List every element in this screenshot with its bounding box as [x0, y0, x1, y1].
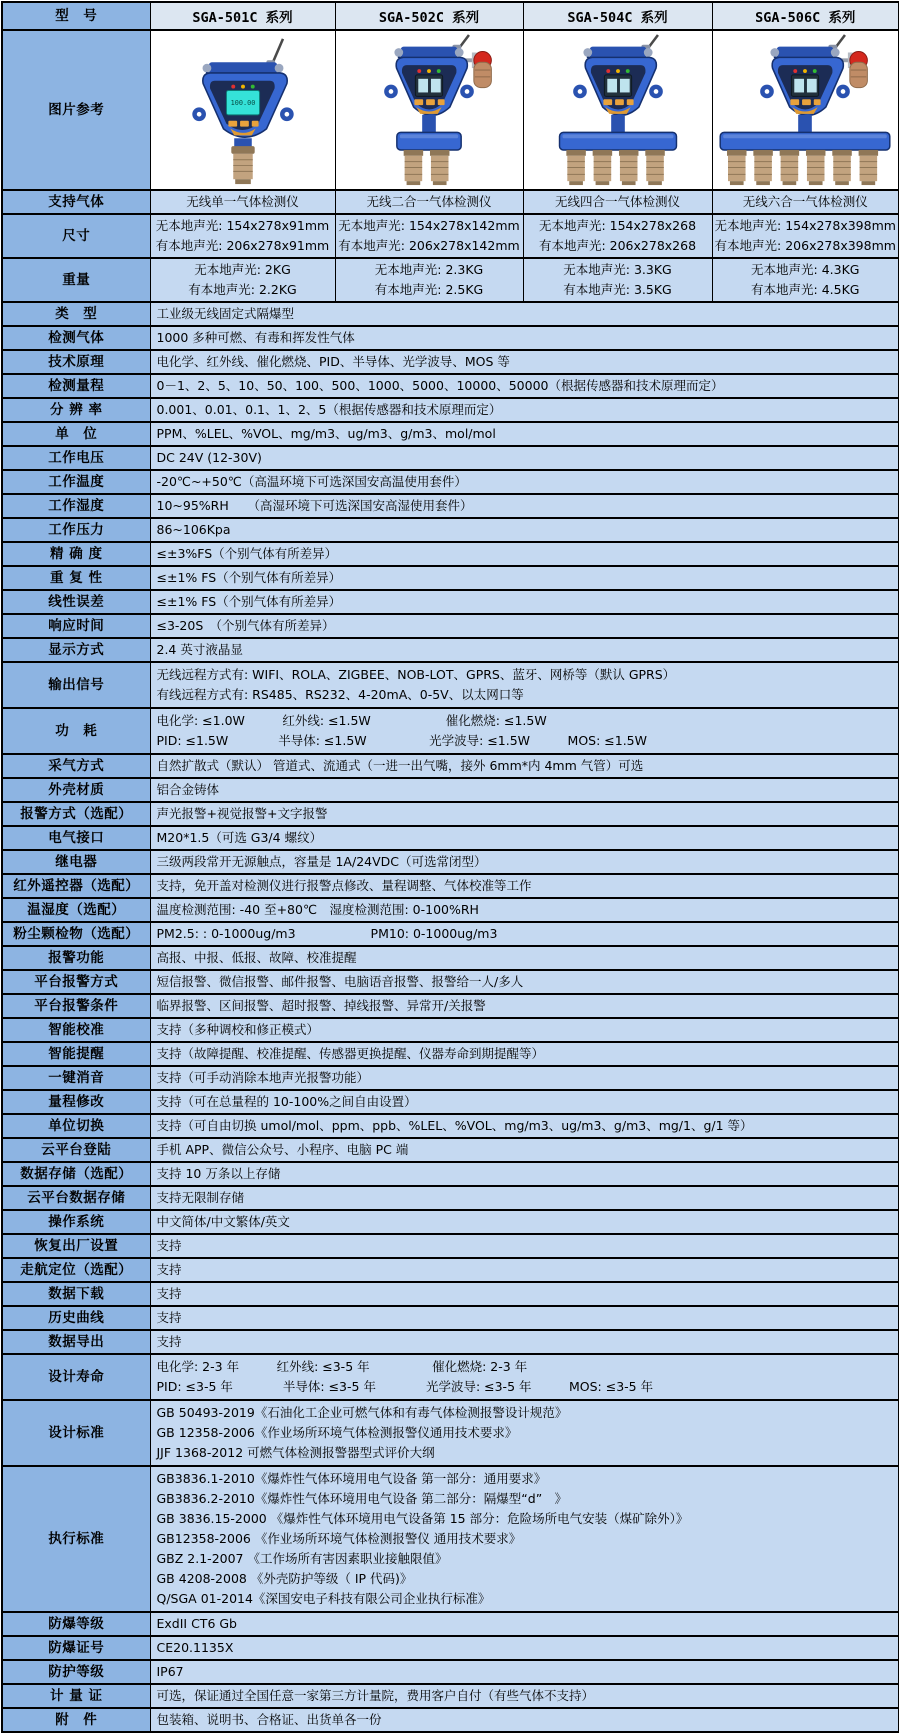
gas-sensor-probe	[404, 150, 423, 185]
value-line: 短信报警、微信报警、邮件报警、电脑语音报警、报警给一人/多人	[156, 974, 524, 989]
value-line: 有本地声光: 3.5KG	[563, 282, 672, 297]
row-label: 粉尘颗检物（选配）	[2, 922, 150, 946]
spec-row	[2, 1330, 899, 1354]
row-label: 云平台数据存储	[2, 1186, 150, 1210]
value-line: PPM、%LEL、%VOL、mg/m3、ug/m3、g/m3、mol/mol	[156, 426, 496, 441]
detector-head	[384, 47, 474, 116]
value-line: ≤±3%FS（个别气体有所差异）	[156, 546, 338, 561]
row-label: 智能校准	[2, 1018, 150, 1042]
gas-sensor-probe	[833, 150, 852, 185]
spec-row	[2, 326, 899, 350]
value-line: 无本地声光: 3.3KG	[563, 262, 672, 277]
spec-row	[2, 614, 899, 638]
spec-row	[2, 754, 899, 778]
value-line: 有本地声光: 2.5KG	[374, 282, 484, 297]
value-line: 声光报警+视觉报警+文字报警	[156, 806, 328, 821]
value-line: 无本地声光: 2.3KG	[374, 262, 484, 277]
spec-row	[2, 1282, 899, 1306]
svg-text:100.00: 100.00	[230, 99, 255, 108]
value-line: 支持	[156, 1334, 182, 1349]
row-label: 分 辨 率	[2, 398, 150, 422]
compare-value-cell	[335, 214, 523, 258]
row-label: 计 量 证	[2, 1684, 150, 1708]
compare-value-cell	[712, 258, 899, 302]
spec-value-cell	[150, 922, 899, 946]
spec-value-cell	[150, 590, 899, 614]
compare-value-cell	[712, 214, 899, 258]
spec-value-cell	[150, 802, 899, 826]
spec-value-cell	[150, 1612, 899, 1636]
value-line: 温度检测范围: -40 至+80℃ 湿度检测范围: 0-100%RH	[156, 902, 479, 917]
model-name-sga504c: SGA-504C 系列	[523, 2, 712, 30]
value-line: 可选，保证通过全国任意一家第三方计量院，费用客户自付（有些气体不支持）	[156, 1688, 595, 1703]
value-line: 支持	[156, 1238, 182, 1253]
spec-row	[2, 778, 899, 802]
row-label: 线性误差	[2, 590, 150, 614]
row-label: 显示方式	[2, 638, 150, 662]
row-label: 检测量程	[2, 374, 150, 398]
row-label: 输出信号	[2, 662, 150, 708]
row-label: 工作温度	[2, 470, 150, 494]
value-line: 10~95%RH （高湿环境下可选深国安高湿使用套件）	[156, 498, 473, 513]
spec-row	[2, 1708, 899, 1732]
value-line: 有本地声光: 2.2KG	[188, 282, 297, 297]
spec-value-cell	[150, 826, 899, 850]
value-line: ≤±1% FS（个别气体有所差异）	[156, 594, 342, 609]
value-line: 无线远程方式有: WIFI、ROLA、ZIGBEE、NOB-LOT、GPRS、蓝牙、网桥等（默认 GPRS）	[156, 667, 676, 682]
row-label: 历史曲线	[2, 1306, 150, 1330]
row-label: 设计寿命	[2, 1354, 150, 1400]
value-line: 有本地声光: 206x278x142mm	[338, 238, 520, 253]
value-line: 手机 APP、微信公众号、小程序、电脑 PC 端	[156, 1142, 409, 1157]
row-label: 支持气体	[2, 190, 150, 214]
spec-value-cell	[150, 946, 899, 970]
product-image-cell-sga502c	[335, 30, 523, 190]
value-line: 中文简体/中文繁体/英文	[156, 1214, 290, 1229]
sensor-manifold	[397, 115, 461, 185]
value-line: 有本地声光: 206x278x268	[538, 238, 697, 253]
value-line: 支持 10 万条以上存储	[156, 1166, 281, 1181]
row-label: 工作湿度	[2, 494, 150, 518]
spec-value-cell	[150, 1306, 899, 1330]
spec-row	[2, 302, 899, 326]
value-line: 有本地声光: 4.5KG	[751, 282, 860, 297]
spec-row	[2, 1400, 899, 1466]
spec-value-cell	[150, 874, 899, 898]
spec-value-cell	[150, 446, 899, 470]
spec-value-cell	[150, 1258, 899, 1282]
value-line: PM2.5: : 0-1000ug/m3 PM10: 0-1000ug/m3	[156, 926, 498, 941]
value-line: PID: ≤1.5W 半导体: ≤1.5W 光学波导: ≤1.5W MOS: ≤1.5W	[156, 733, 647, 748]
value-line: 有线远程方式有: RS485、RS232、4-20mA、0-5V、以太网口等	[156, 687, 524, 702]
value-line: 无线六合一气体检测仪	[742, 194, 868, 209]
value-line: GB 4208-2008 《外壳防护等级（ IP 代码)》	[156, 1571, 413, 1586]
value-line: 无线四合一气体检测仪	[554, 194, 680, 209]
spec-row	[2, 518, 899, 542]
row-label: 防爆等级	[2, 1612, 150, 1636]
model-name-sga501c: SGA-501C 系列	[150, 2, 335, 30]
compare-value-cell	[335, 258, 523, 302]
product-illustration-sga-506c	[714, 33, 896, 187]
spec-row	[2, 1066, 899, 1090]
spec-row	[2, 374, 899, 398]
value-line: 临界报警、区间报警、超时报警、掉线报警、异常开/关报警	[156, 998, 486, 1013]
compare-value-cell	[150, 258, 335, 302]
value-line: 无本地声光: 2KG	[194, 262, 291, 277]
value-line: 电化学、红外线、催化燃烧、PID、半导体、光学波导、MOS 等	[156, 354, 510, 369]
gas-sensor-probe	[592, 150, 611, 185]
spec-value-cell	[150, 970, 899, 994]
spec-value-cell	[150, 1660, 899, 1684]
gas-detector-spec-table	[1, 1, 899, 1733]
spec-row	[2, 1018, 899, 1042]
model-name-sga502c: SGA-502C 系列	[335, 2, 523, 30]
spec-row	[2, 1660, 899, 1684]
spec-value-cell	[150, 778, 899, 802]
spec-value-cell	[150, 1066, 899, 1090]
value-line: 铝合金铸体	[156, 782, 220, 797]
spec-value-cell	[150, 1186, 899, 1210]
value-line: 支持	[156, 1286, 182, 1301]
row-label: 数据导出	[2, 1330, 150, 1354]
spec-row	[2, 850, 899, 874]
spec-value-cell	[150, 542, 899, 566]
row-label: 附 件	[2, 1708, 150, 1732]
value-line: 包装箱、说明书、合格证、出货单各一份	[156, 1712, 382, 1727]
spec-row	[2, 874, 899, 898]
spec-value-cell	[150, 1282, 899, 1306]
value-line: 无线单一气体检测仪	[186, 194, 299, 209]
value-line: GB3836.1-2010《爆炸性气体环境用电气设备 第一部分：通用要求》	[156, 1471, 547, 1486]
compare-value-cell	[712, 190, 899, 214]
value-line: 工业级无线固定式隔爆型	[156, 306, 295, 321]
product-image-cell-sga501c	[150, 30, 335, 190]
spec-row	[2, 398, 899, 422]
row-label: 重 复 性	[2, 566, 150, 590]
spec-row	[2, 826, 899, 850]
spec-value-cell	[150, 1400, 899, 1466]
gas-sensor-probe	[645, 150, 664, 185]
gas-sensor-probe	[727, 150, 746, 185]
row-label: 一键消音	[2, 1066, 150, 1090]
value-line: GB 50493-2019《石油化工企业可燃气体和有毒气体检测报警设计规范》	[156, 1405, 568, 1420]
row-label: 设计标准	[2, 1400, 150, 1466]
product-illustration-sga-502c	[338, 33, 520, 187]
spec-value-cell	[150, 398, 899, 422]
spec-value-cell	[150, 994, 899, 1018]
gas-sensor-probe	[430, 150, 449, 185]
spec-row	[2, 1612, 899, 1636]
spec-value-cell	[150, 1708, 899, 1732]
spec-value-cell	[150, 1354, 899, 1400]
spec-row	[2, 1354, 899, 1400]
spec-row	[2, 970, 899, 994]
value-line: 支持	[156, 1310, 182, 1325]
product-illustration-sga-501c	[152, 33, 334, 187]
row-label: 精 确 度	[2, 542, 150, 566]
spec-value-cell	[150, 422, 899, 446]
spec-value-cell	[150, 1042, 899, 1066]
row-label: 工作电压	[2, 446, 150, 470]
spec-row	[2, 994, 899, 1018]
spec-value-cell	[150, 1090, 899, 1114]
spec-value-cell	[150, 350, 899, 374]
value-line: 1000 多种可燃、有毒和挥发性气体	[156, 330, 355, 345]
gas-sensor-probe	[806, 150, 825, 185]
row-label: 智能提醒	[2, 1042, 150, 1066]
sensor-manifold	[559, 115, 676, 185]
row-label: 操作系统	[2, 1210, 150, 1234]
value-line: 自然扩散式（默认） 管道式、流通式（一进一出气嘴，接外 6mm*内 4mm 气管）可选	[156, 758, 644, 773]
spec-row	[2, 1114, 899, 1138]
value-line: 无本地声光: 4.3KG	[751, 262, 860, 277]
spec-value-cell	[150, 1330, 899, 1354]
spec-row	[2, 422, 899, 446]
value-line: DC 24V (12-30V)	[156, 450, 262, 465]
row-label: 尺寸	[2, 214, 150, 258]
spec-row	[2, 1466, 899, 1612]
spec-value-cell	[150, 566, 899, 590]
row-label: 平台报警条件	[2, 994, 150, 1018]
spec-row	[2, 446, 899, 470]
spec-row	[2, 1636, 899, 1660]
row-label: 防护等级	[2, 1660, 150, 1684]
spec-value-cell	[150, 898, 899, 922]
spec-value-cell	[150, 494, 899, 518]
model-header-label: 型 号	[2, 2, 150, 30]
spec-row	[2, 1186, 899, 1210]
spec-row	[2, 1234, 899, 1258]
row-label: 继电器	[2, 850, 150, 874]
row-label: 防爆证号	[2, 1636, 150, 1660]
value-line: 0－1、2、5、10、50、100、500、1000、5000、10000、50000（根据传感器和技术原理而定）	[156, 378, 724, 393]
value-line: ExdII CT6 Gb	[156, 1616, 237, 1631]
spec-value-cell	[150, 850, 899, 874]
spec-row	[2, 590, 899, 614]
sensor-manifold	[720, 115, 890, 185]
spec-value-cell	[150, 638, 899, 662]
compare-value-cell	[523, 258, 712, 302]
value-line: Q/SGA 01-2014《深国安电子科技有限公司企业执行标准》	[156, 1591, 491, 1606]
compare-value-cell	[335, 190, 523, 214]
row-label: 报警功能	[2, 946, 150, 970]
spec-row	[2, 1306, 899, 1330]
spec-value-cell	[150, 1018, 899, 1042]
image-row-label: 图片参考	[2, 30, 150, 190]
row-label: 数据存储（选配）	[2, 1162, 150, 1186]
row-label: 功 耗	[2, 708, 150, 754]
spec-value-cell	[150, 614, 899, 638]
spec-value-cell	[150, 470, 899, 494]
spec-row	[2, 662, 899, 708]
model-name-sga506c: SGA-506C 系列	[712, 2, 899, 30]
value-line: 无本地声光: 154x278x398mm	[714, 218, 896, 233]
spec-row	[2, 566, 899, 590]
row-label: 工作压力	[2, 518, 150, 542]
spec-value-cell	[150, 708, 899, 754]
spec-value-cell	[150, 1210, 899, 1234]
spec-row	[2, 350, 899, 374]
value-line: GBZ 2.1-2007 《工作场所有害因素职业接触限值》	[156, 1551, 448, 1566]
spec-row	[2, 708, 899, 754]
row-label: 执行标准	[2, 1466, 150, 1612]
spec-row	[2, 1258, 899, 1282]
spec-row	[2, 1042, 899, 1066]
gas-sensor-probe	[231, 138, 254, 184]
spec-row	[2, 1138, 899, 1162]
detector-head	[760, 47, 850, 116]
value-line: GB 12358-2006《作业场所环境气体检测报警仪通用技术要求》	[156, 1425, 518, 1440]
value-line: GB12358-2006 《作业场所环境气体检测报警仪 通用技术要求》	[156, 1531, 522, 1546]
compare-row	[2, 214, 899, 258]
spec-value-cell	[150, 662, 899, 708]
row-label: 技术原理	[2, 350, 150, 374]
product-illustration-sga-504c	[527, 33, 709, 187]
row-label: 重量	[2, 258, 150, 302]
compare-row	[2, 258, 899, 302]
value-line: 2.4 英寸液晶显	[156, 642, 243, 657]
row-label: 单 位	[2, 422, 150, 446]
spec-row	[2, 1210, 899, 1234]
value-line: 无本地声光: 154x278x268	[538, 218, 697, 233]
value-line: 无本地声光: 154x278x142mm	[338, 218, 520, 233]
row-label: 类 型	[2, 302, 150, 326]
value-line: 三级两段常开无源触点，容量是 1A/24VDC（可选常闭型）	[156, 854, 487, 869]
detector-head	[192, 62, 293, 137]
value-line: 支持（可在总量程的 10-100%之间自由设置）	[156, 1094, 417, 1109]
spec-value-cell	[150, 754, 899, 778]
value-line: PID: ≤3-5 年 半导体: ≤3-5 年 光学波导: ≤3-5 年 MOS: ≤3-5 年	[156, 1379, 654, 1394]
row-label: 电气接口	[2, 826, 150, 850]
compare-value-cell	[523, 214, 712, 258]
row-label: 温湿度（选配）	[2, 898, 150, 922]
spec-value-cell	[150, 374, 899, 398]
compare-row	[2, 190, 899, 214]
compare-value-cell	[150, 190, 335, 214]
spec-value-cell	[150, 326, 899, 350]
spec-value-cell	[150, 518, 899, 542]
product-image-cell-sga504c	[523, 30, 712, 190]
gas-sensor-probe	[754, 150, 773, 185]
spec-value-cell	[150, 1114, 899, 1138]
gas-sensor-probe	[780, 150, 799, 185]
value-line: GB 3836.15-2000 《爆炸性气体环境用电气设备第 15 部分：危险场所电气安装（煤矿除外）》	[156, 1511, 689, 1526]
row-label: 单位切换	[2, 1114, 150, 1138]
value-line: JJF 1368-2012 可燃气体检测报警器型式评价大纲	[156, 1445, 435, 1460]
spec-row	[2, 542, 899, 566]
row-label: 红外遥控器（选配）	[2, 874, 150, 898]
spec-value-cell	[150, 302, 899, 326]
spec-value-cell	[150, 1234, 899, 1258]
row-label: 量程修改	[2, 1090, 150, 1114]
value-line: 高报、中报、低报、故障、校准提醒	[156, 950, 357, 965]
row-label: 云平台登陆	[2, 1138, 150, 1162]
row-label: 平台报警方式	[2, 970, 150, 994]
value-line: M20*1.5（可选 G3/4 螺纹）	[156, 830, 323, 845]
value-line: 无线二合一气体检测仪	[366, 194, 492, 209]
value-line: ≤±1% FS（个别气体有所差异）	[156, 570, 342, 585]
value-line: GB3836.2-2010《爆炸性气体环境用电气设备 第二部分：隔爆型“d” 》	[156, 1491, 568, 1506]
value-line: 支持，免开盖对检测仪进行报警点修改、量程调整、气体校准等工作	[156, 878, 532, 893]
gas-sensor-probe	[859, 150, 878, 185]
spec-value-cell	[150, 1466, 899, 1612]
spec-row	[2, 898, 899, 922]
spec-row	[2, 1090, 899, 1114]
value-line: 支持（可自由切换 umol/mol、ppm、ppb、%LEL、%VOL、mg/m3、ug/m3、g/m3、mg/1、g/1 等）	[156, 1118, 753, 1133]
value-line: -20℃~+50℃（高温环境下可选深国安高温使用套件）	[156, 474, 467, 489]
compare-value-cell	[150, 214, 335, 258]
image-row	[2, 30, 899, 190]
value-line: 支持	[156, 1262, 182, 1277]
row-label: 走航定位（选配）	[2, 1258, 150, 1282]
row-label: 报警方式（选配）	[2, 802, 150, 826]
value-line: 电化学: ≤1.0W 红外线: ≤1.5W 催化燃烧: ≤1.5W	[156, 713, 547, 728]
value-line: 有本地声光: 206x278x91mm	[155, 238, 330, 253]
gas-sensor-probe	[566, 150, 585, 185]
spec-value-cell	[150, 1138, 899, 1162]
detector-head	[573, 47, 663, 116]
value-line: 86~106Kpa	[156, 522, 231, 537]
spec-value-cell	[150, 1684, 899, 1708]
value-line: ≤3-20S （个别气体有所差异）	[156, 618, 335, 633]
spec-value-cell	[150, 1636, 899, 1660]
spec-row	[2, 1162, 899, 1186]
model-header-row	[2, 2, 899, 30]
value-line: CE20.1135X	[156, 1640, 234, 1655]
row-label: 数据下载	[2, 1282, 150, 1306]
spec-row	[2, 638, 899, 662]
value-line: IP67	[156, 1664, 184, 1679]
product-image-cell-sga506c	[712, 30, 899, 190]
row-label: 采气方式	[2, 754, 150, 778]
value-line: 电化学: 2-3 年 红外线: ≤3-5 年 催化燃烧: 2-3 年	[156, 1359, 528, 1374]
row-label: 响应时间	[2, 614, 150, 638]
spec-row	[2, 470, 899, 494]
value-line: 支持无限制存储	[156, 1190, 245, 1205]
compare-value-cell	[523, 190, 712, 214]
value-line: 支持（故障提醒、校准提醒、传感器更换提醒、仪器寿命到期提醒等）	[156, 1046, 545, 1061]
spec-value-cell	[150, 1162, 899, 1186]
row-label: 恢复出厂设置	[2, 1234, 150, 1258]
spec-row	[2, 922, 899, 946]
value-line: 支持（可手动消除本地声光报警功能）	[156, 1070, 370, 1085]
value-line: 0.001、0.01、0.1、1、2、5（根据传感器和技术原理而定）	[156, 402, 502, 417]
spec-row	[2, 802, 899, 826]
value-line: 有本地声光: 206x278x398mm	[714, 238, 896, 253]
value-line: 支持（多种调校和修正模式）	[156, 1022, 320, 1037]
gas-sensor-probe	[618, 150, 637, 185]
row-label: 检测气体	[2, 326, 150, 350]
spec-row	[2, 946, 899, 970]
row-label: 外壳材质	[2, 778, 150, 802]
value-line: 无本地声光: 154x278x91mm	[155, 218, 330, 233]
spec-row	[2, 494, 899, 518]
spec-row	[2, 1684, 899, 1708]
